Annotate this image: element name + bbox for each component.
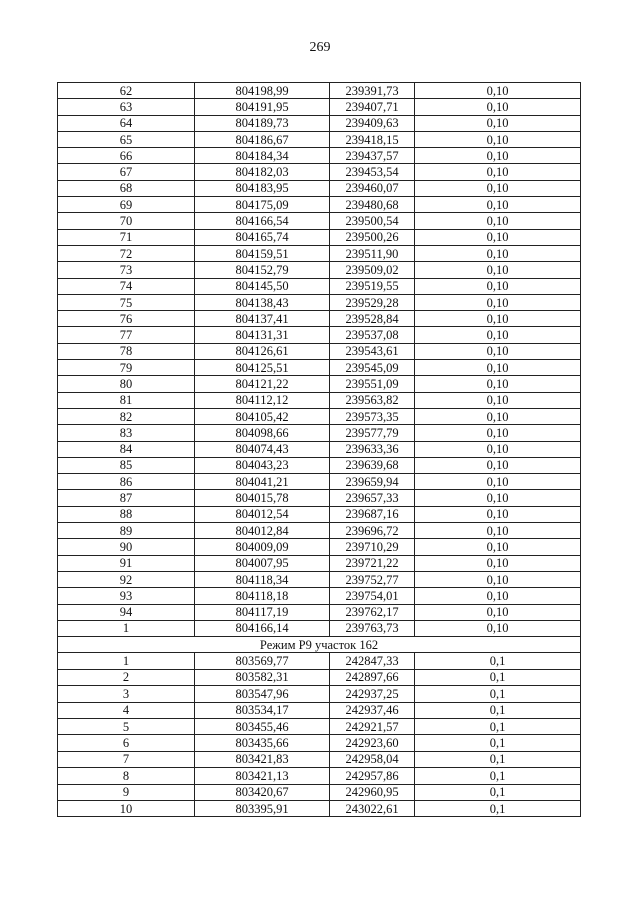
- x-coordinate-cell: 804007,95: [195, 555, 330, 571]
- x-coordinate-cell: 804189,73: [195, 115, 330, 131]
- x-coordinate-cell: 804112,12: [195, 392, 330, 408]
- x-coordinate-cell: 803395,91: [195, 800, 330, 816]
- x-coordinate-cell: 804175,09: [195, 197, 330, 213]
- x-coordinate-cell: 804191,95: [195, 99, 330, 115]
- y-coordinate-cell: 239573,35: [330, 408, 415, 424]
- table-row: [58, 653, 581, 669]
- point-number-cell: 4: [58, 702, 195, 718]
- accuracy-cell: 0,1: [415, 735, 581, 751]
- table-row: [58, 360, 581, 376]
- point-number-cell: 68: [58, 180, 195, 196]
- point-number-cell: 66: [58, 148, 195, 164]
- point-number-cell: 93: [58, 588, 195, 604]
- point-number-cell: 80: [58, 376, 195, 392]
- accuracy-cell: 0,10: [415, 571, 581, 587]
- table-row: [58, 343, 581, 359]
- table-row: [58, 376, 581, 392]
- accuracy-cell: 0,10: [415, 408, 581, 424]
- y-coordinate-cell: 239696,72: [330, 523, 415, 539]
- table-row: [58, 262, 581, 278]
- y-coordinate-cell: 242897,66: [330, 669, 415, 685]
- table-row: [58, 686, 581, 702]
- accuracy-cell: 0,10: [415, 539, 581, 555]
- point-number-cell: 6: [58, 735, 195, 751]
- accuracy-cell: 0,1: [415, 800, 581, 816]
- x-coordinate-cell: 803420,67: [195, 784, 330, 800]
- y-coordinate-cell: 239639,68: [330, 457, 415, 473]
- x-coordinate-cell: 803569,77: [195, 653, 330, 669]
- x-coordinate-cell: 803582,31: [195, 669, 330, 685]
- point-number-cell: 89: [58, 523, 195, 539]
- table-row: [58, 278, 581, 294]
- y-coordinate-cell: 239407,71: [330, 99, 415, 115]
- y-coordinate-cell: 239633,36: [330, 441, 415, 457]
- accuracy-cell: 0,10: [415, 245, 581, 261]
- accuracy-cell: 0,10: [415, 360, 581, 376]
- y-coordinate-cell: 239453,54: [330, 164, 415, 180]
- coordinates-table-body: [58, 83, 581, 817]
- y-coordinate-cell: 239762,17: [330, 604, 415, 620]
- point-number-cell: 76: [58, 311, 195, 327]
- table-row: [58, 555, 581, 571]
- accuracy-cell: 0,10: [415, 311, 581, 327]
- y-coordinate-cell: 239537,08: [330, 327, 415, 343]
- y-coordinate-cell: 239460,07: [330, 180, 415, 196]
- table-row: [58, 490, 581, 506]
- accuracy-cell: 0,10: [415, 392, 581, 408]
- y-coordinate-cell: 239752,77: [330, 571, 415, 587]
- accuracy-cell: 0,10: [415, 376, 581, 392]
- page-number: 269: [309, 40, 331, 55]
- y-coordinate-cell: 239511,90: [330, 245, 415, 261]
- point-number-cell: 74: [58, 278, 195, 294]
- y-coordinate-cell: 239577,79: [330, 425, 415, 441]
- table-row: [58, 735, 581, 751]
- accuracy-cell: 0,1: [415, 686, 581, 702]
- x-coordinate-cell: 803455,46: [195, 718, 330, 734]
- point-number-cell: 86: [58, 474, 195, 490]
- accuracy-cell: 0,10: [415, 180, 581, 196]
- accuracy-cell: 0,1: [415, 718, 581, 734]
- y-coordinate-cell: 243022,61: [330, 800, 415, 816]
- point-number-cell: 79: [58, 360, 195, 376]
- x-coordinate-cell: 804159,51: [195, 245, 330, 261]
- table-row: [58, 702, 581, 718]
- table-row: [58, 229, 581, 245]
- table-row: [58, 115, 581, 131]
- x-coordinate-cell: 803435,66: [195, 735, 330, 751]
- table-row: [58, 213, 581, 229]
- table-row: [58, 523, 581, 539]
- point-number-cell: 90: [58, 539, 195, 555]
- y-coordinate-cell: 242921,57: [330, 718, 415, 734]
- table-row: [58, 800, 581, 816]
- point-number-cell: 9: [58, 784, 195, 800]
- point-number-cell: 91: [58, 555, 195, 571]
- point-number-cell: 82: [58, 408, 195, 424]
- x-coordinate-cell: 804137,41: [195, 311, 330, 327]
- x-coordinate-cell: 804166,54: [195, 213, 330, 229]
- accuracy-cell: 0,10: [415, 620, 581, 636]
- accuracy-cell: 0,1: [415, 784, 581, 800]
- y-coordinate-cell: 239687,16: [330, 506, 415, 522]
- y-coordinate-cell: 239563,82: [330, 392, 415, 408]
- y-coordinate-cell: 242937,46: [330, 702, 415, 718]
- x-coordinate-cell: 804183,95: [195, 180, 330, 196]
- accuracy-cell: 0,1: [415, 669, 581, 685]
- accuracy-cell: 0,10: [415, 229, 581, 245]
- x-coordinate-cell: 804009,09: [195, 539, 330, 555]
- y-coordinate-cell: 239659,94: [330, 474, 415, 490]
- accuracy-cell: 0,10: [415, 262, 581, 278]
- point-number-cell: 78: [58, 343, 195, 359]
- table-row: [58, 180, 581, 196]
- x-coordinate-cell: 804105,42: [195, 408, 330, 424]
- y-coordinate-cell: 242958,04: [330, 751, 415, 767]
- x-coordinate-cell: 803421,13: [195, 768, 330, 784]
- point-number-cell: 85: [58, 457, 195, 473]
- table-row: [58, 83, 581, 99]
- accuracy-cell: 0,10: [415, 588, 581, 604]
- accuracy-cell: 0,10: [415, 555, 581, 571]
- x-coordinate-cell: 804118,18: [195, 588, 330, 604]
- x-coordinate-cell: 804015,78: [195, 490, 330, 506]
- point-number-cell: 1: [58, 653, 195, 669]
- point-number-cell: 88: [58, 506, 195, 522]
- x-coordinate-cell: 804074,43: [195, 441, 330, 457]
- point-number-cell: 67: [58, 164, 195, 180]
- coordinates-table: [57, 82, 581, 817]
- y-coordinate-cell: 239529,28: [330, 294, 415, 310]
- point-number-cell: 65: [58, 131, 195, 147]
- y-coordinate-cell: 239391,73: [330, 83, 415, 99]
- table-row: [58, 506, 581, 522]
- accuracy-cell: 0,10: [415, 213, 581, 229]
- accuracy-cell: 0,10: [415, 343, 581, 359]
- accuracy-cell: 0,10: [415, 425, 581, 441]
- y-coordinate-cell: 242957,86: [330, 768, 415, 784]
- x-coordinate-cell: 804145,50: [195, 278, 330, 294]
- y-coordinate-cell: 239551,09: [330, 376, 415, 392]
- point-number-cell: 75: [58, 294, 195, 310]
- accuracy-cell: 0,10: [415, 523, 581, 539]
- y-coordinate-cell: 239409,63: [330, 115, 415, 131]
- table-row: [58, 408, 581, 424]
- x-coordinate-cell: 803421,83: [195, 751, 330, 767]
- accuracy-cell: 0,1: [415, 751, 581, 767]
- point-number-cell: 77: [58, 327, 195, 343]
- x-coordinate-cell: 804131,31: [195, 327, 330, 343]
- y-coordinate-cell: 239710,29: [330, 539, 415, 555]
- accuracy-cell: 0,1: [415, 653, 581, 669]
- y-coordinate-cell: 242937,25: [330, 686, 415, 702]
- table-row: [58, 164, 581, 180]
- accuracy-cell: 0,10: [415, 294, 581, 310]
- table-row: [58, 784, 581, 800]
- x-coordinate-cell: 804117,19: [195, 604, 330, 620]
- y-coordinate-cell: 239763,73: [330, 620, 415, 636]
- y-coordinate-cell: 242847,33: [330, 653, 415, 669]
- point-number-cell: 73: [58, 262, 195, 278]
- table-row: [58, 99, 581, 115]
- accuracy-cell: 0,10: [415, 506, 581, 522]
- accuracy-cell: 0,10: [415, 474, 581, 490]
- table-row: [58, 768, 581, 784]
- point-number-cell: 94: [58, 604, 195, 620]
- point-number-cell: 63: [58, 99, 195, 115]
- accuracy-cell: 0,10: [415, 131, 581, 147]
- point-number-cell: 62: [58, 83, 195, 99]
- x-coordinate-cell: 803547,96: [195, 686, 330, 702]
- y-coordinate-cell: 239543,61: [330, 343, 415, 359]
- x-coordinate-cell: 804198,99: [195, 83, 330, 99]
- table-row: [58, 392, 581, 408]
- point-number-cell: 2: [58, 669, 195, 685]
- accuracy-cell: 0,10: [415, 604, 581, 620]
- point-number-cell: 69: [58, 197, 195, 213]
- table-row: [58, 457, 581, 473]
- table-row: [58, 604, 581, 620]
- table-row: [58, 425, 581, 441]
- accuracy-cell: 0,10: [415, 327, 581, 343]
- x-coordinate-cell: 804166,14: [195, 620, 330, 636]
- x-coordinate-cell: 804184,34: [195, 148, 330, 164]
- accuracy-cell: 0,1: [415, 702, 581, 718]
- point-number-cell: 92: [58, 571, 195, 587]
- point-number-cell: 10: [58, 800, 195, 816]
- table-row: [58, 148, 581, 164]
- x-coordinate-cell: 804012,84: [195, 523, 330, 539]
- point-number-cell: 87: [58, 490, 195, 506]
- y-coordinate-cell: 239657,33: [330, 490, 415, 506]
- table-row: [58, 131, 581, 147]
- table-row: [58, 539, 581, 555]
- table-row: [58, 571, 581, 587]
- accuracy-cell: 0,10: [415, 164, 581, 180]
- x-coordinate-cell: 804182,03: [195, 164, 330, 180]
- x-coordinate-cell: 804043,23: [195, 457, 330, 473]
- x-coordinate-cell: 804138,43: [195, 294, 330, 310]
- x-coordinate-cell: 804125,51: [195, 360, 330, 376]
- table-row: [58, 588, 581, 604]
- table-row: [58, 669, 581, 685]
- table-row: [58, 474, 581, 490]
- x-coordinate-cell: 804118,34: [195, 571, 330, 587]
- section-title: Режим Р9 участок 162: [58, 637, 581, 653]
- x-coordinate-cell: 804186,67: [195, 131, 330, 147]
- table-row: [58, 245, 581, 261]
- accuracy-cell: 0,10: [415, 490, 581, 506]
- point-number-cell: 72: [58, 245, 195, 261]
- accuracy-cell: 0,10: [415, 148, 581, 164]
- x-coordinate-cell: 803534,17: [195, 702, 330, 718]
- accuracy-cell: 0,10: [415, 115, 581, 131]
- y-coordinate-cell: 239754,01: [330, 588, 415, 604]
- y-coordinate-cell: 239500,26: [330, 229, 415, 245]
- accuracy-cell: 0,10: [415, 441, 581, 457]
- table-row: [58, 751, 581, 767]
- x-coordinate-cell: 804152,79: [195, 262, 330, 278]
- point-number-cell: 64: [58, 115, 195, 131]
- x-coordinate-cell: 804165,74: [195, 229, 330, 245]
- y-coordinate-cell: 242960,95: [330, 784, 415, 800]
- table-row: [58, 294, 581, 310]
- x-coordinate-cell: 804121,22: [195, 376, 330, 392]
- accuracy-cell: 0,10: [415, 457, 581, 473]
- point-number-cell: 81: [58, 392, 195, 408]
- accuracy-cell: 0,10: [415, 99, 581, 115]
- y-coordinate-cell: 239437,57: [330, 148, 415, 164]
- point-number-cell: 84: [58, 441, 195, 457]
- point-number-cell: 71: [58, 229, 195, 245]
- point-number-cell: 5: [58, 718, 195, 734]
- y-coordinate-cell: 239418,15: [330, 131, 415, 147]
- section-header-row: [58, 637, 581, 653]
- y-coordinate-cell: 239480,68: [330, 197, 415, 213]
- point-number-cell: 3: [58, 686, 195, 702]
- y-coordinate-cell: 239528,84: [330, 311, 415, 327]
- x-coordinate-cell: 804126,61: [195, 343, 330, 359]
- x-coordinate-cell: 804012,54: [195, 506, 330, 522]
- point-number-cell: 70: [58, 213, 195, 229]
- y-coordinate-cell: 239509,02: [330, 262, 415, 278]
- accuracy-cell: 0,1: [415, 768, 581, 784]
- table-row: [58, 327, 581, 343]
- point-number-cell: 1: [58, 620, 195, 636]
- y-coordinate-cell: 242923,60: [330, 735, 415, 751]
- table-row: [58, 718, 581, 734]
- y-coordinate-cell: 239519,55: [330, 278, 415, 294]
- x-coordinate-cell: 804041,21: [195, 474, 330, 490]
- table-row: [58, 441, 581, 457]
- point-number-cell: 7: [58, 751, 195, 767]
- accuracy-cell: 0,10: [415, 197, 581, 213]
- accuracy-cell: 0,10: [415, 278, 581, 294]
- y-coordinate-cell: 239721,22: [330, 555, 415, 571]
- table-row: [58, 311, 581, 327]
- x-coordinate-cell: 804098,66: [195, 425, 330, 441]
- y-coordinate-cell: 239545,09: [330, 360, 415, 376]
- accuracy-cell: 0,10: [415, 83, 581, 99]
- point-number-cell: 8: [58, 768, 195, 784]
- table-row: [58, 620, 581, 636]
- y-coordinate-cell: 239500,54: [330, 213, 415, 229]
- point-number-cell: 83: [58, 425, 195, 441]
- table-row: [58, 197, 581, 213]
